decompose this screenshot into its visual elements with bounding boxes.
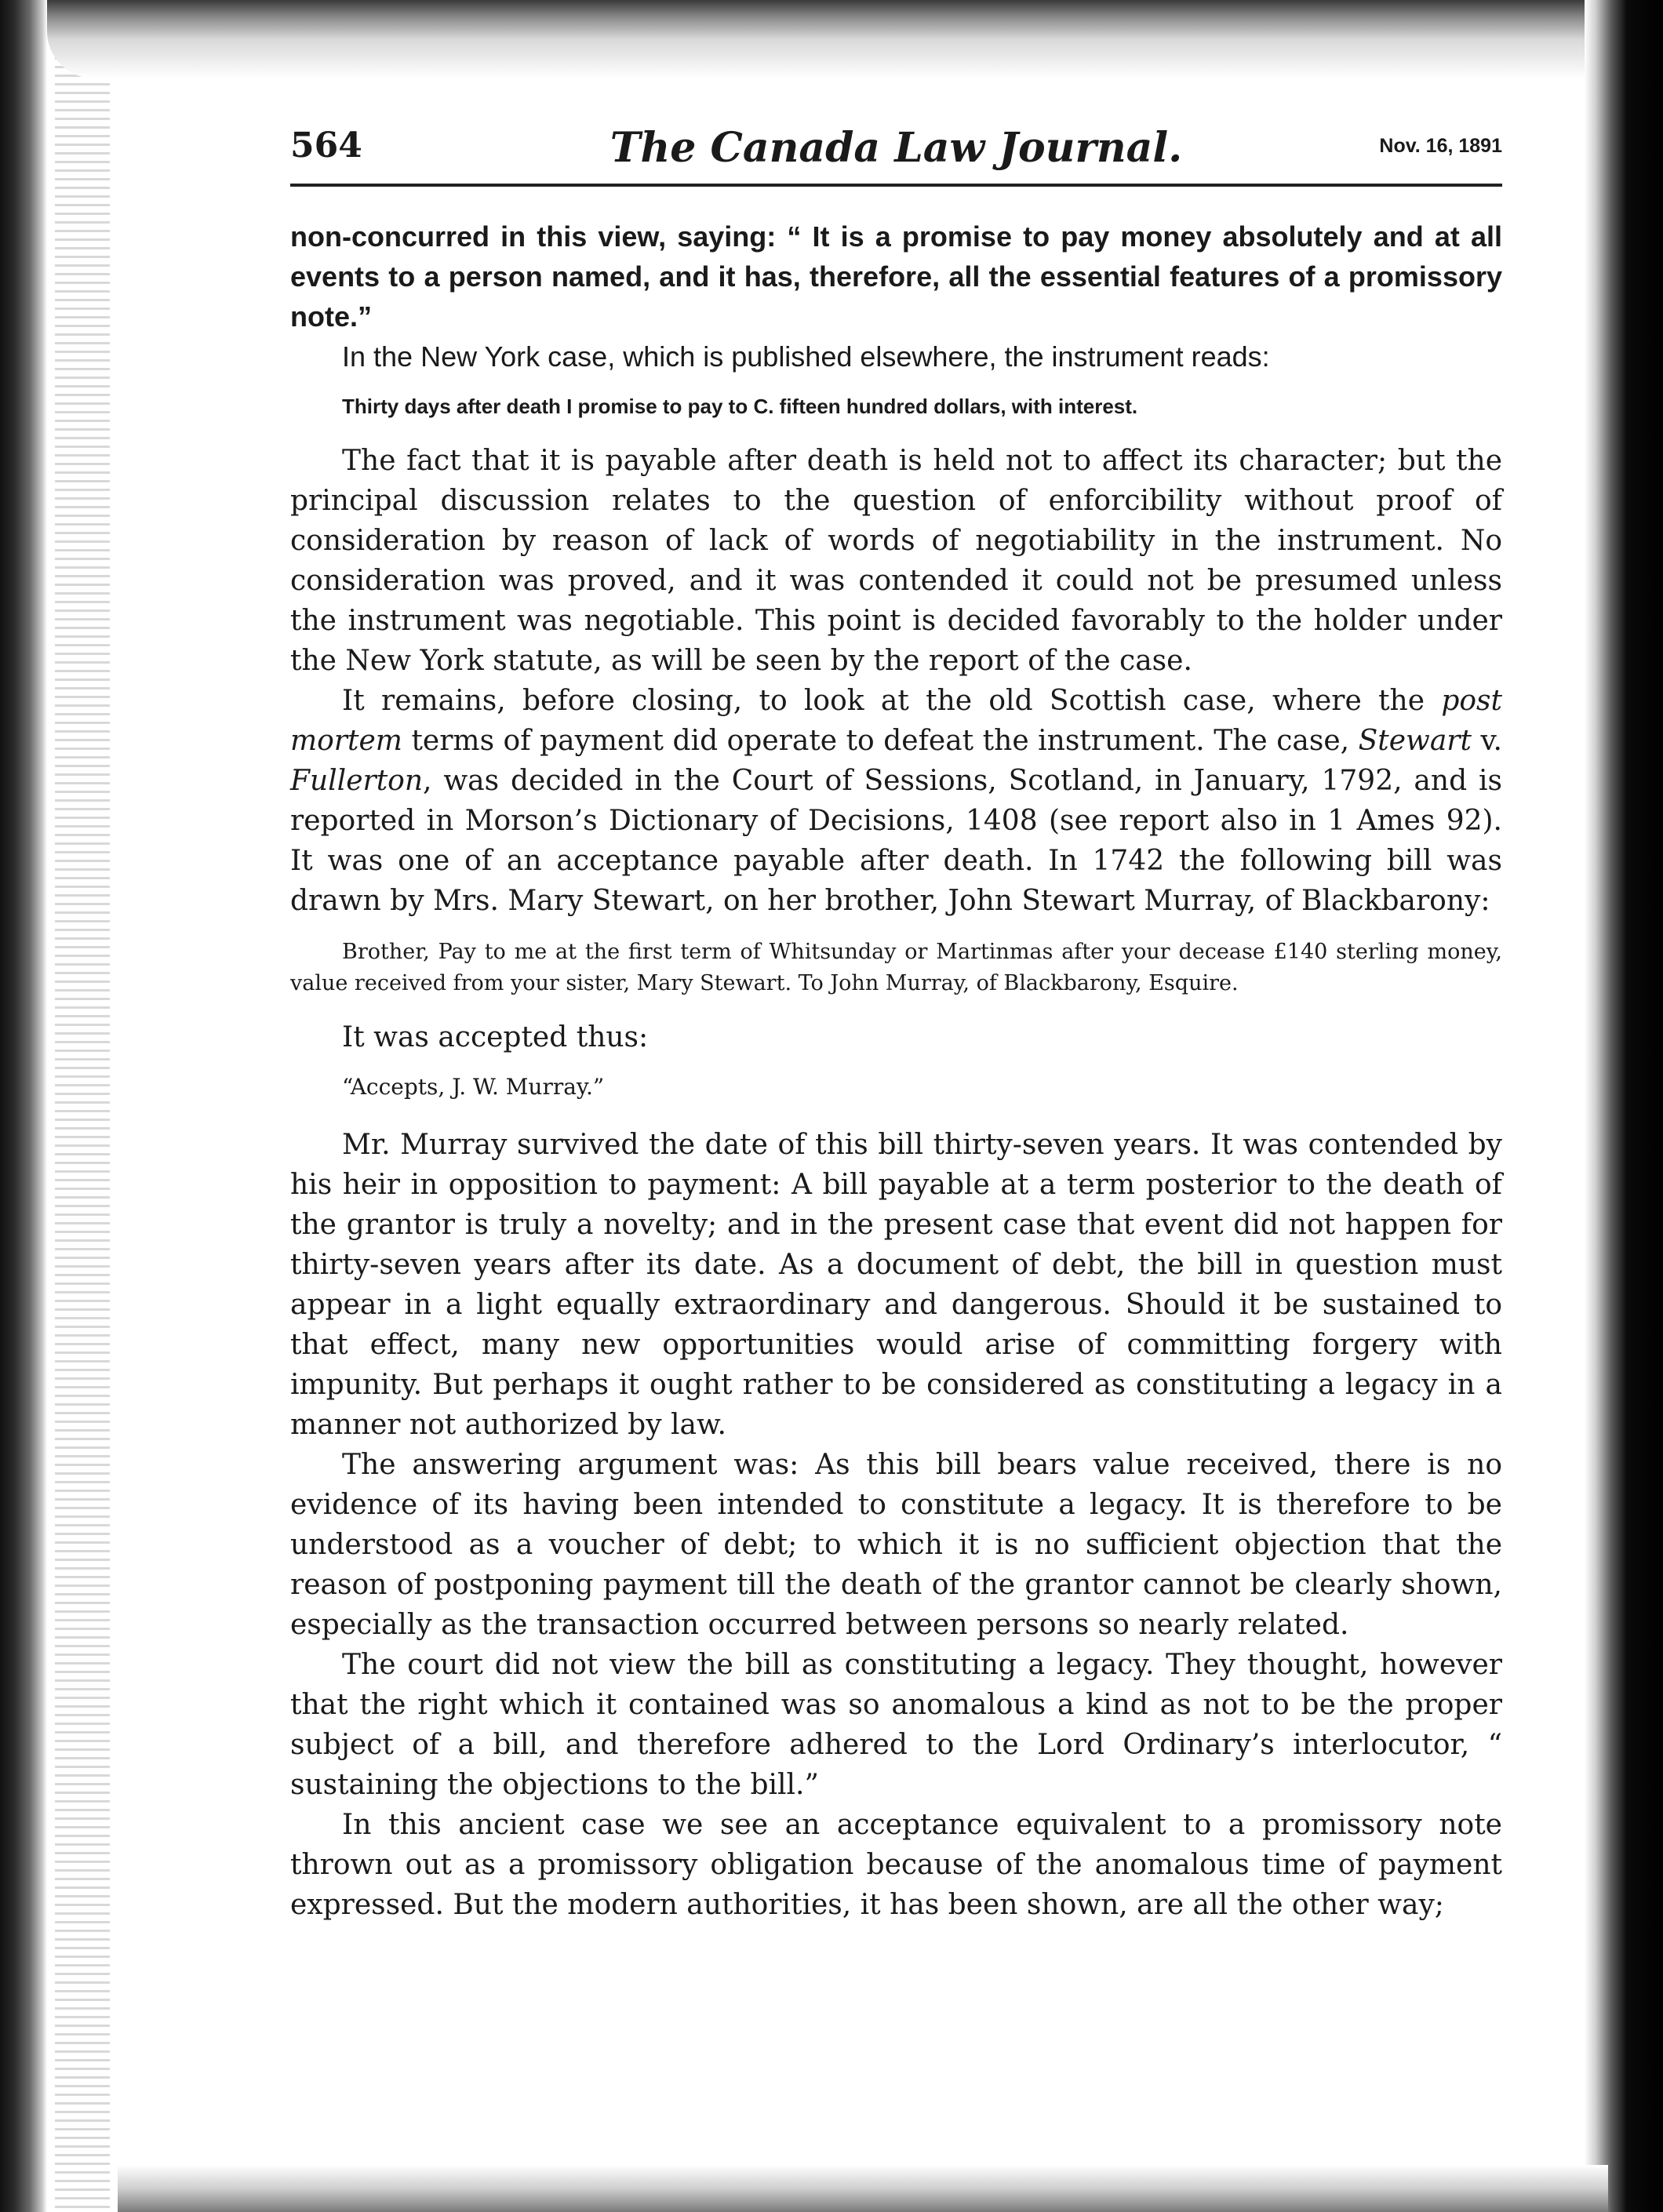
paragraph-6: Mr. Murray survived the date of this bill thirty-seven years. It was contended by his heir in opposition to payment: A bill payable at a term posterior to the death of the grantor is truly a novelty; and in the present case that event did not happen for thirty-seven years after its date. As a document of debt, the bill in question must appear in a light equally extraordinary and dangerous. Should it be sustained to that effect, many new opportunities would arise of committing forgery with impunity. But perhaps it ought rather to be considered as constituting a legacy in a manner not authorized by law. [290,1129,1502,1441]
paragraph-7: The answering argument was: As this bill bears value received, there is no evidence of its having been intended to constitute a legacy. It is therefore to be understood as a voucher of debt; to which it is no sufficient objection that the reason of postponing payment till the death of the grantor cannot be clearly shown, especially as the transaction occurred between persons so nearly related. [290,1449,1502,1641]
scan-edge-right [1585,0,1663,2212]
p4-case-party-2: Fullerton [290,765,424,797]
paragraph-5: It was accepted thus: [342,1021,649,1053]
p4-text-a: It remains, before closing, to look at the old Scottish case, where the [342,685,1442,717]
paragraph-9: In this ancient case we see an acceptance equivalent to a promissory note thrown out as a promissory obligation because of the anomalous time of payment expressed. But the modern authorities, it has been shown, are all the other way; [290,1809,1502,1921]
quoted-bill: Brother, Pay to me at the first term of Whitsunday or Martinmas after your decease £140 sterling money, value received from your sister, Mary Stewart. To John Murray, of Blackbarony, Esquire. [290,940,1502,995]
journal-title: The Canada Law Journal. [610,124,1183,172]
paragraph-4 [290,681,1502,921]
article-body [290,216,1502,1925]
p4-text-b: terms of payment did operate to defeat the instrument. The case, [402,725,1359,757]
page-header [290,126,1502,187]
scan-edge-left [0,0,47,2212]
p4-text-c: v. [1471,725,1503,757]
p4-text-d: , was decided in the Court of Sessions, Scotland, in January, 1792, and is reported in Morson’s Dictionary of Decisions, 1408 (see report also in 1 Ames 92). It was one of an acceptance payable after death. In 1742 the following bill was drawn by Mrs. Mary Stewart, on her brother, John Stewart Murray, of Blackbarony: [290,765,1502,917]
paragraph-8: The court did not view the bill as constituting a legacy. They thought, however that the right which it contained was so anomalous a kind as not to be the proper subject of a bill, and therefore adhered to the Lord Ordinary’s interlocutor, “ sustaining the objections to the bill.” [290,1649,1502,1801]
scan-binding-shadow [55,31,110,2212]
journal-page [290,126,1502,2181]
paragraph-2: In the New York case, which is published elsewhere, the instrument reads: [342,340,1270,373]
quoted-instrument-ny: Thirty days after death I promise to pay to C. fifteen hundred dollars, with interest. [342,395,1138,418]
scan-edge-top [47,0,1616,78]
quoted-acceptance: “Accepts, J. W. Murray.” [342,1074,605,1100]
paragraph-1: non-concurred in this view, saying: “ It is a promise to pay money absolutely and at all events to a person named, and it has, therefore, all the essential features of a promissory note.” [290,220,1502,333]
issue-date: Nov. 16, 1891 [1379,135,1502,157]
p4-post-mortem: post mortem [290,685,1502,757]
p4-case-party-1: Stewart [1358,725,1472,757]
paragraph-3: The fact that it is payable after death is held not to affect its character; but the principal discussion relates to the question of enforcibility without proof of consideration by reason of lack of words of negotiability in the instrument. No consideration was proved, and it was contended it could not be presumed unless the instrument was negotiable. This point is decided favorably to the holder under the New York statute, as will be seen by the report of the case. [290,445,1502,677]
page-number: 564 [290,126,362,166]
